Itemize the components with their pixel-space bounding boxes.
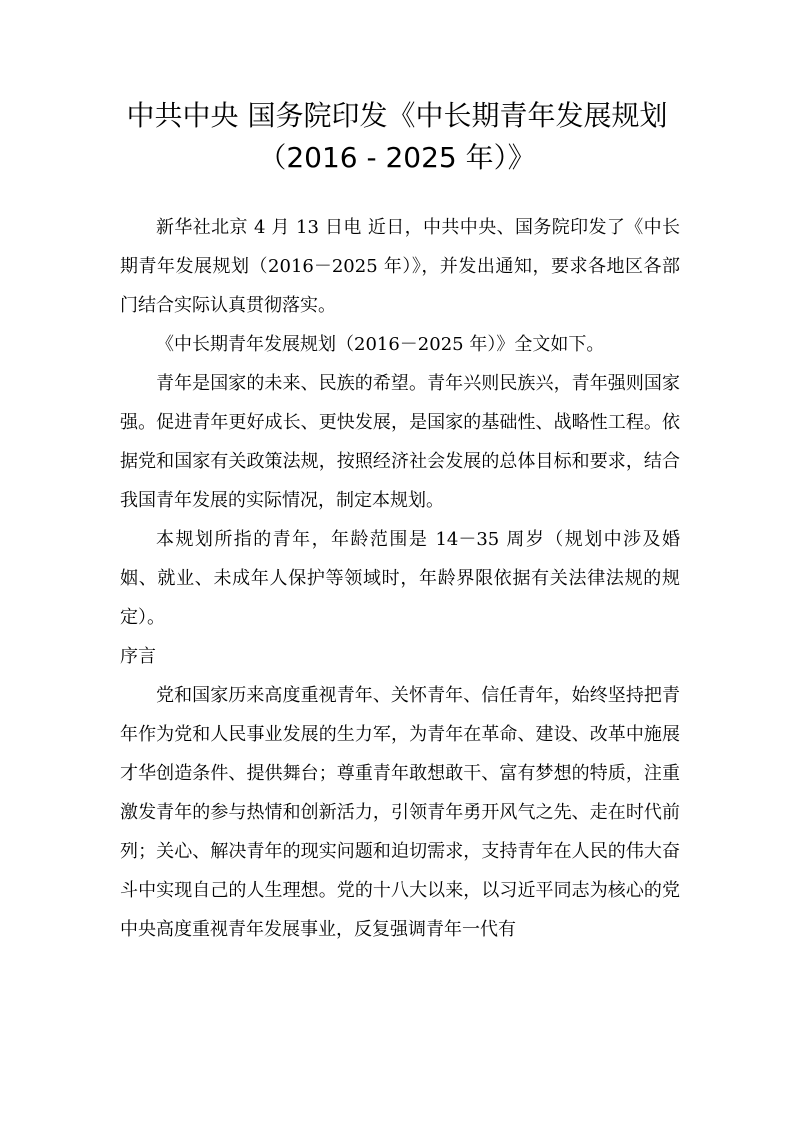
section-heading-preface: 序言	[120, 646, 156, 667]
paragraph-preface: 党和国家历来高度重视青年、关怀青年、信任青年，始终坚持把青年作为党和人民事业发展的生力军，为青年在革命、建设、改革中施展才华创造条件、提供舞台；尊重青年敢想敢干、富有梦想的特质，注重激发青年的参与热情和创新活力，引领青年勇开风气之先、走在时代前列；关心、解决青年的现实问题和迫切需求，支持青年在人民的伟大奋斗中实现自己的人生理想。党的十八大以来，以习近平同志为核心的党中央高度重视青年发展事业，反复强调青年一代有	[120, 685, 680, 940]
document-title: 中共中央 国务院印发《中长期青年发展规划（2016 - 2025 年）》	[126, 99, 668, 174]
paragraph-youth-importance: 青年是国家的未来、民族的希望。青年兴则民族兴，青年强则国家强。促进青年更好成长、更快发展，是国家的基础性、战略性工程。依据党和国家有关政策法规，按照经济社会发展的总体目标和要求，结合我国青年发展的实际情况，制定本规划。	[120, 373, 680, 511]
paragraph-news-lead: 新华社北京 4 月 13 日电 近日，中共中央、国务院印发了《中长期青年发展规划（2016－2025 年）》，并发出通知，要求各地区各部门结合实际认真贯彻落实。	[120, 217, 680, 316]
paragraph-full-text-intro: 《中长期青年发展规划（2016－2025 年）》全文如下。	[156, 334, 605, 355]
document-body	[120, 208, 680, 949]
paragraph-age-definition: 本规划所指的青年，年龄范围是 14－35 周岁（规划中涉及婚姻、就业、未成年人保护等领域时，年龄界限依据有关法律法规的规定）。	[120, 529, 680, 628]
